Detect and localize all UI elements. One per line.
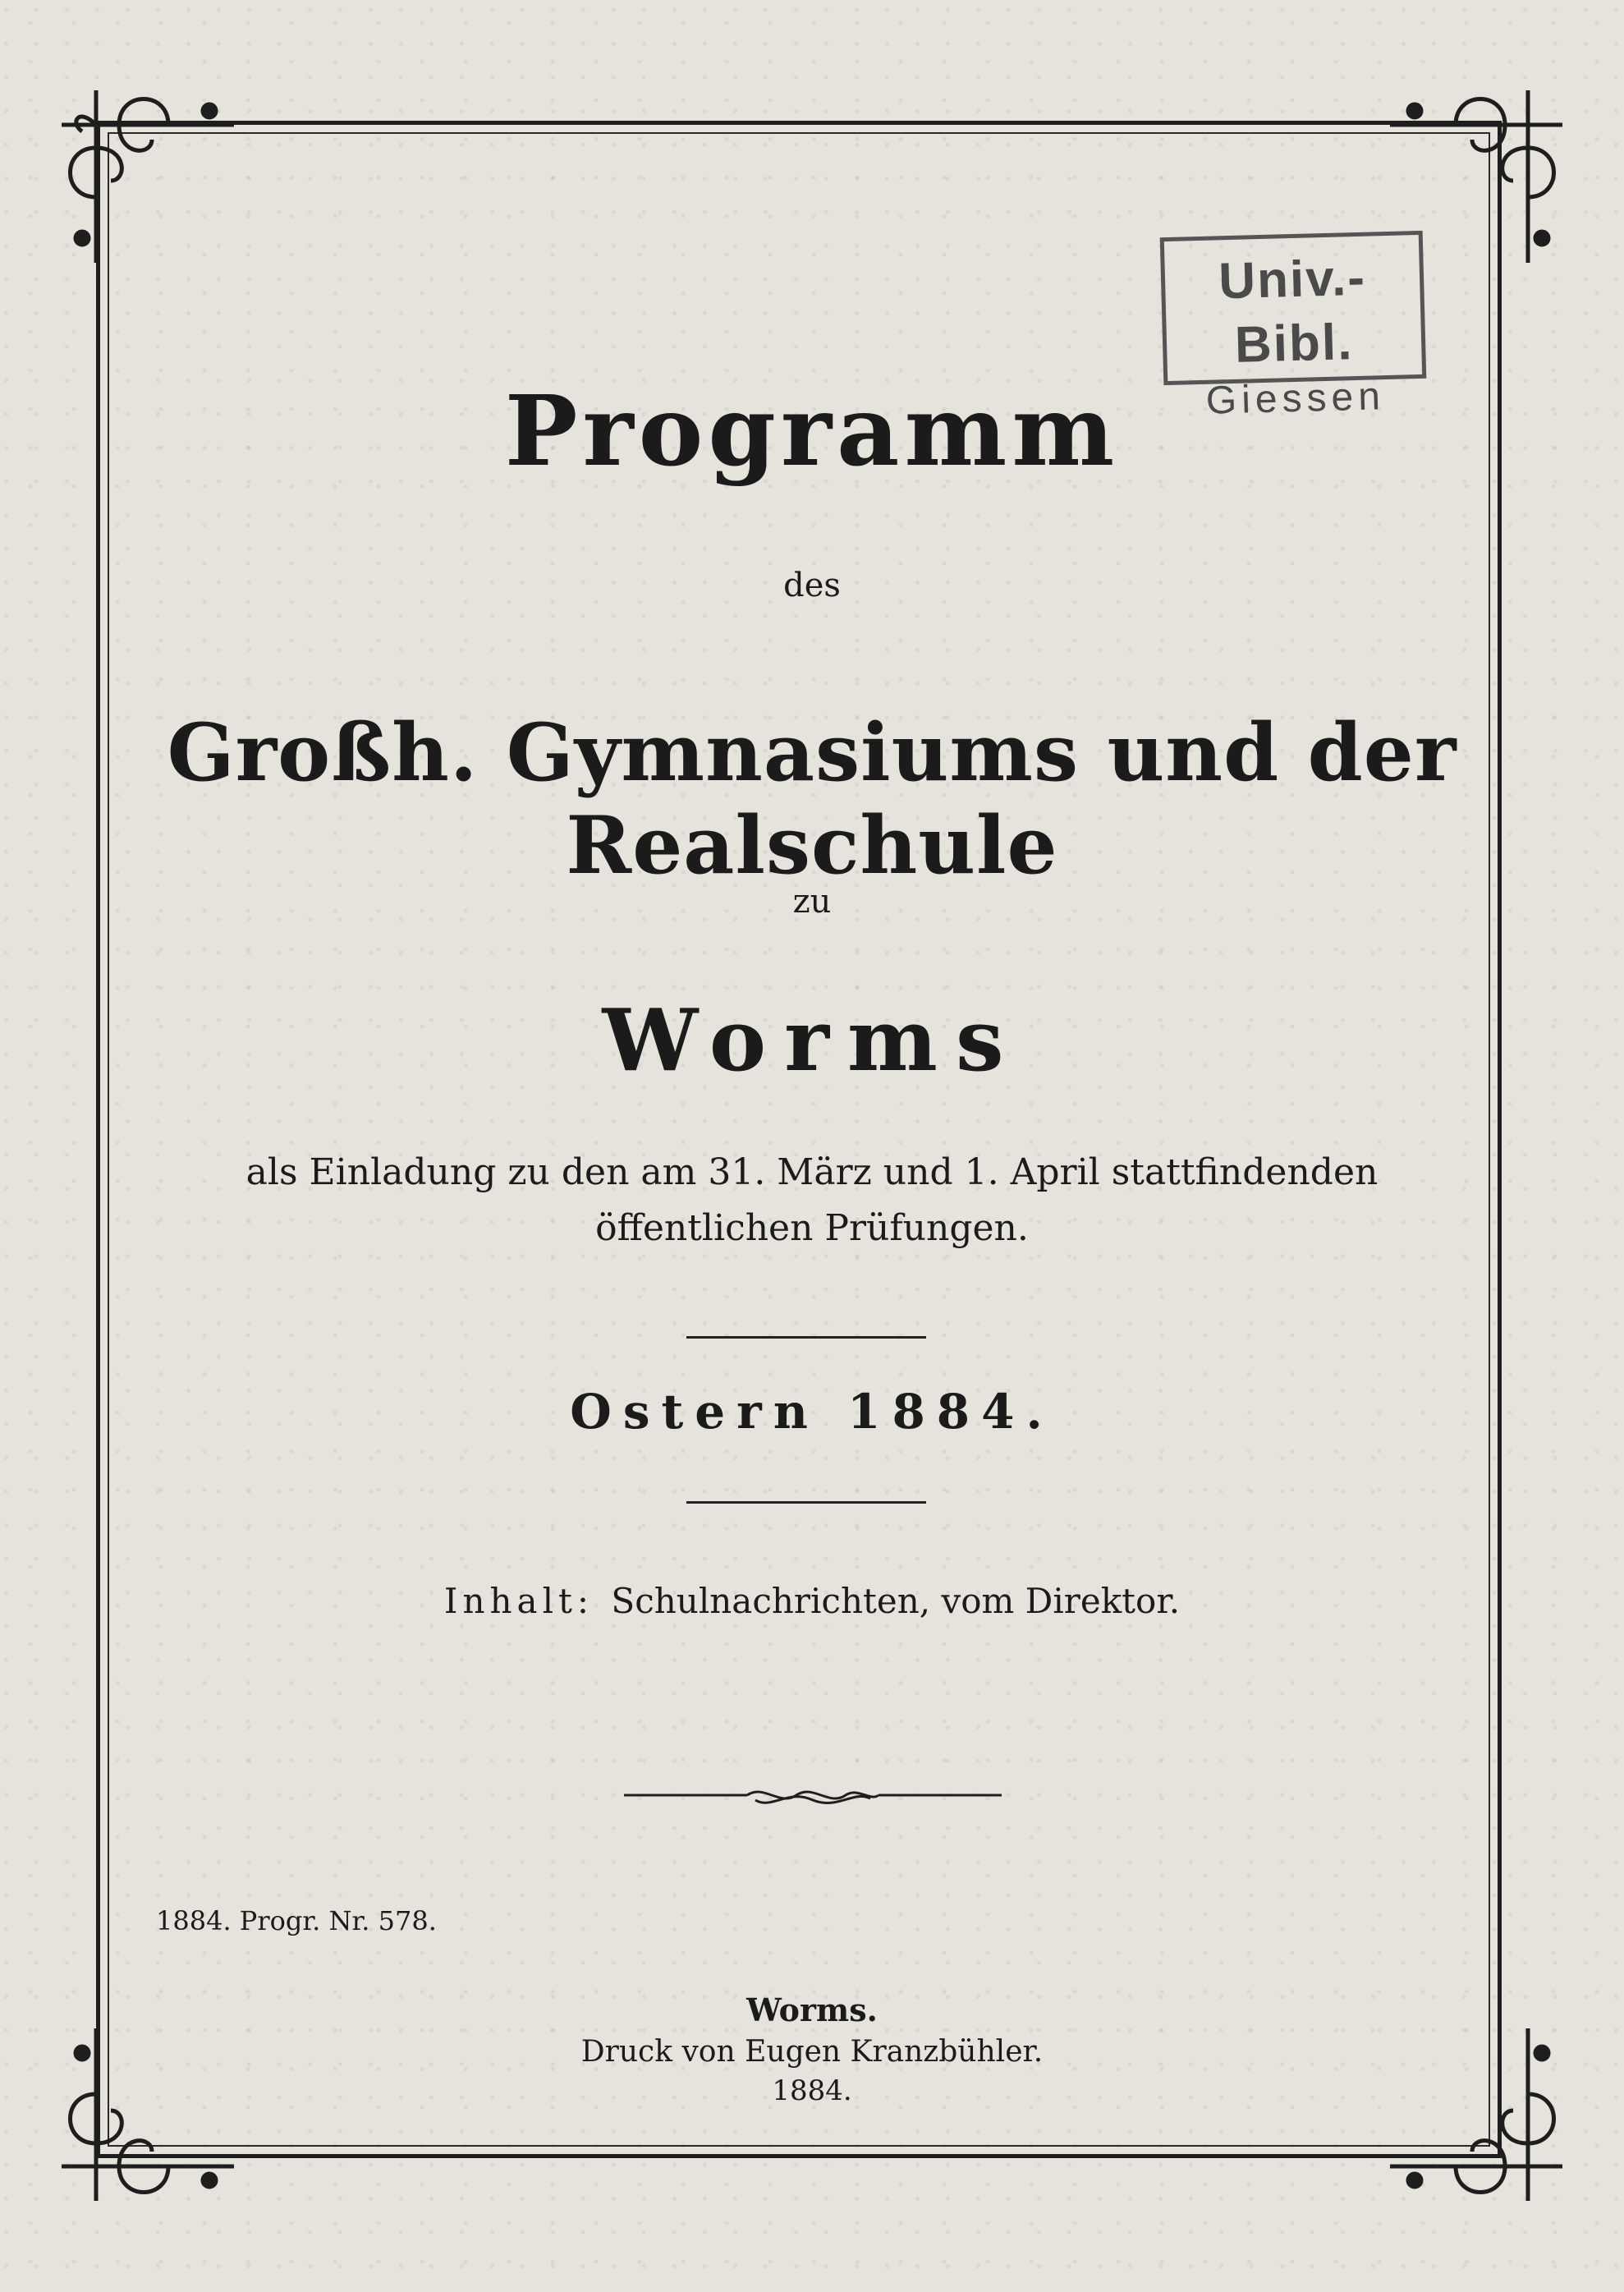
- page-title: Programm: [504, 374, 1120, 488]
- school-name: Großh. Gymnasiums und der Realschule: [167, 706, 1457, 892]
- divider-bottom: [686, 1501, 926, 1504]
- divider-top: [686, 1336, 926, 1339]
- imprint-printer: Druck von Eugen Kranzbühler.: [580, 2035, 1044, 2069]
- contents-line: [0, 1581, 1624, 1621]
- city-name: Worms: [602, 990, 1022, 1091]
- decorative-flourish-icon: [624, 1780, 1002, 1813]
- stamp-line-2: Giessen: [1205, 374, 1386, 423]
- contents-text: Schulnachrichten, vom Direktor.: [611, 1581, 1181, 1621]
- stamp-line-1: Univ.-Bibl.: [1218, 249, 1367, 374]
- title-zu: zu: [792, 883, 832, 921]
- program-number: 1884. Progr. Nr. 578.: [156, 1905, 437, 1936]
- date-line: Ostern 1884.: [570, 1384, 1054, 1440]
- imprint-year: 1884.: [772, 2074, 852, 2107]
- corner-flourish-icon: [45, 74, 242, 271]
- title-des: des: [783, 567, 841, 604]
- contents-label: Inhalt:: [443, 1581, 594, 1621]
- invitation-line-2: öffentlichen Prüfungen.: [595, 1207, 1029, 1249]
- invitation-line-1: als Einladung zu den am 31. März und 1. April stattfindenden: [245, 1151, 1379, 1193]
- imprint-place: Worms.: [746, 1991, 878, 2028]
- library-stamp: [1160, 231, 1427, 423]
